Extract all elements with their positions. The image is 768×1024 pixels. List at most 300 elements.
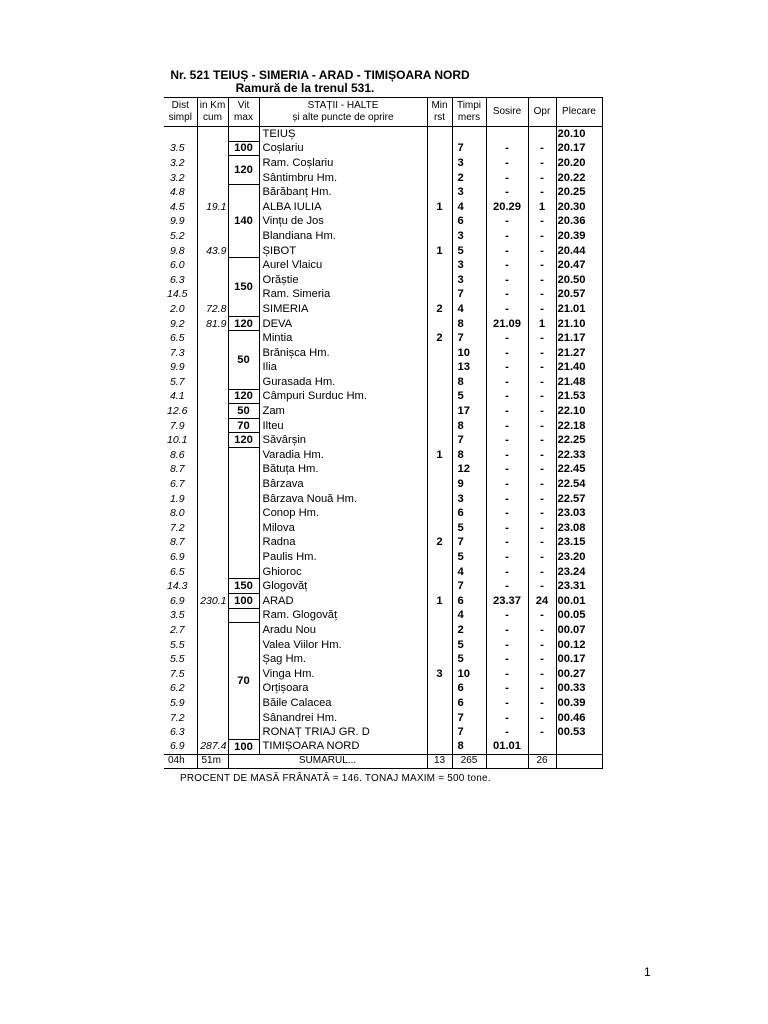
cell-timp: 13 [452, 360, 486, 375]
cell-km [197, 360, 228, 375]
cell-opr: - [528, 287, 556, 302]
table-row [164, 258, 602, 273]
cell-min-rst [427, 258, 452, 273]
table-row [164, 404, 602, 419]
cell-speed: 50 [228, 331, 259, 389]
cell-station: Radna [259, 535, 427, 550]
cell-opr: 1 [528, 316, 556, 331]
cell-min-rst [427, 389, 452, 404]
cell-plecare: 22.10 [556, 404, 602, 419]
cell-plecare: 20.25 [556, 185, 602, 200]
cell-opr: - [528, 608, 556, 623]
cell-station: Bătuța Hm. [259, 462, 427, 477]
cell-min-rst: 1 [427, 199, 452, 214]
cell-min-rst [427, 623, 452, 638]
cell-station: ALBA IULIA [259, 199, 427, 214]
cell-min-rst [427, 229, 452, 244]
cell-km [197, 521, 228, 536]
table-row [164, 608, 602, 623]
cell-dist: 4.1 [164, 389, 197, 404]
cell-sosire: - [486, 725, 528, 740]
cell-timp: 8 [452, 448, 486, 463]
cell-timp: 7 [452, 287, 486, 302]
cell-min-rst [427, 214, 452, 229]
cell-sosire: - [486, 141, 528, 156]
cell-plecare: 22.54 [556, 477, 602, 492]
cell-dist: 7.3 [164, 345, 197, 360]
cell-dist: 8.0 [164, 506, 197, 521]
cell-dist: 5.9 [164, 696, 197, 711]
cell-dist: 7.5 [164, 666, 197, 681]
cell-speed: 120 [228, 316, 259, 331]
cell-sosire: - [486, 506, 528, 521]
cell-timp: 7 [452, 725, 486, 740]
cell-plecare: 20.30 [556, 199, 602, 214]
cell-dist: 7.2 [164, 521, 197, 536]
cell-opr [528, 127, 556, 142]
cell-plecare: 23.15 [556, 535, 602, 550]
cell-sosire: - [486, 272, 528, 287]
header-sosire: Sosire [486, 98, 528, 127]
document-subtitle: Ramură de la trenul 531. [235, 81, 375, 95]
table-row [164, 185, 602, 200]
cell-speed: 100 [228, 594, 259, 609]
cell-timp: 5 [452, 243, 486, 258]
cell-km [197, 477, 228, 492]
cell-dist: 7.2 [164, 710, 197, 725]
cell-opr: - [528, 506, 556, 521]
cell-dist [164, 127, 197, 142]
cell-speed: 150 [228, 579, 259, 594]
cell-opr: - [528, 258, 556, 273]
cell-min-rst [427, 141, 452, 156]
cell-dist: 6.9 [164, 739, 197, 754]
table-row [164, 418, 602, 433]
cell-plecare: 23.08 [556, 521, 602, 536]
cell-plecare [556, 739, 602, 754]
cell-opr: - [528, 462, 556, 477]
cell-km [197, 550, 228, 565]
cell-opr: 1 [528, 199, 556, 214]
cell-km [197, 535, 228, 550]
cell-dist: 12.6 [164, 404, 197, 419]
cell-timp: 7 [452, 141, 486, 156]
total-minutes: 51m [197, 754, 228, 768]
cell-timp: 4 [452, 564, 486, 579]
cell-station: RONAȚ TRIAJ GR. D [259, 725, 427, 740]
cell-timp: 6 [452, 214, 486, 229]
cell-plecare: 20.10 [556, 127, 602, 142]
cell-timp: 5 [452, 389, 486, 404]
cell-timp: 12 [452, 462, 486, 477]
cell-opr: - [528, 579, 556, 594]
cell-sosire: 01.01 [486, 739, 528, 754]
cell-km [197, 156, 228, 171]
cell-dist: 8.7 [164, 535, 197, 550]
cell-min-rst [427, 433, 452, 448]
cell-speed: 100 [228, 141, 259, 156]
cell-dist: 3.5 [164, 141, 197, 156]
cell-speed: 120 [228, 433, 259, 448]
cell-speed: 70 [228, 418, 259, 433]
header-statii: STAȚII - HALTE și alte puncte de oprire [259, 98, 427, 127]
cell-min-rst [427, 156, 452, 171]
total-hours: 04h [164, 754, 197, 768]
cell-km [197, 666, 228, 681]
cell-km [197, 637, 228, 652]
timetable [164, 97, 603, 769]
cell-sosire: - [486, 448, 528, 463]
cell-sosire: - [486, 477, 528, 492]
cell-min-rst [427, 696, 452, 711]
cell-km [197, 710, 228, 725]
cell-sosire: - [486, 185, 528, 200]
cell-opr: - [528, 666, 556, 681]
cell-station: Glogovăț [259, 579, 427, 594]
cell-opr [528, 739, 556, 754]
cell-opr: - [528, 637, 556, 652]
cell-plecare: 23.20 [556, 550, 602, 565]
cell-station: Varadia Hm. [259, 448, 427, 463]
cell-min-rst [427, 739, 452, 754]
cell-timp: 10 [452, 345, 486, 360]
table-row [164, 579, 602, 594]
cell-dist: 4.8 [164, 185, 197, 200]
cell-km [197, 345, 228, 360]
cell-km [197, 462, 228, 477]
cell-station: DEVA [259, 316, 427, 331]
cell-station: Blandiana Hm. [259, 229, 427, 244]
header-km: in Km cum [197, 98, 228, 127]
cell-plecare: 00.17 [556, 652, 602, 667]
cell-km: 72.8 [197, 302, 228, 317]
table-row [164, 316, 602, 331]
cell-plecare: 00.27 [556, 666, 602, 681]
cell-sosire: - [486, 156, 528, 171]
cell-sosire: - [486, 564, 528, 579]
cell-dist: 3.2 [164, 170, 197, 185]
cell-station: Ram. Coșlariu [259, 156, 427, 171]
cell-km [197, 418, 228, 433]
cell-dist: 6.5 [164, 564, 197, 579]
cell-station: Câmpuri Surduc Hm. [259, 389, 427, 404]
cell-sosire: - [486, 652, 528, 667]
total-timpi: 265 [452, 754, 486, 768]
cell-dist: 9.9 [164, 214, 197, 229]
cell-speed [228, 448, 259, 579]
cell-plecare: 20.50 [556, 272, 602, 287]
cell-timp: 8 [452, 316, 486, 331]
cell-km [197, 448, 228, 463]
cell-opr: - [528, 214, 556, 229]
cell-station: SIMERIA [259, 302, 427, 317]
cell-station: Milova [259, 521, 427, 536]
cell-timp: 6 [452, 681, 486, 696]
cell-dist: 9.9 [164, 360, 197, 375]
cell-speed: 100 [228, 739, 259, 754]
cell-plecare: 21.01 [556, 302, 602, 317]
cell-plecare: 21.40 [556, 360, 602, 375]
total-min-rst: 13 [427, 754, 452, 768]
cell-plecare: 00.12 [556, 637, 602, 652]
cell-dist: 6.2 [164, 681, 197, 696]
cell-plecare: 22.25 [556, 433, 602, 448]
timetable-body [164, 127, 602, 755]
cell-km [197, 375, 228, 390]
cell-timp: 2 [452, 623, 486, 638]
table-row [164, 331, 602, 346]
cell-opr: - [528, 272, 556, 287]
cell-opr: - [528, 491, 556, 506]
cell-dist: 8.6 [164, 448, 197, 463]
page-number: 1 [644, 965, 651, 979]
cell-plecare: 00.07 [556, 623, 602, 638]
cell-sosire: - [486, 214, 528, 229]
cell-speed: 150 [228, 258, 259, 316]
cell-plecare: 20.44 [556, 243, 602, 258]
table-row [164, 594, 602, 609]
cell-station: Orăștie [259, 272, 427, 287]
cell-sosire: - [486, 360, 528, 375]
cell-plecare: 00.46 [556, 710, 602, 725]
cell-min-rst [427, 725, 452, 740]
cell-timp: 7 [452, 433, 486, 448]
header-row [164, 98, 602, 127]
cell-plecare: 21.53 [556, 389, 602, 404]
cell-km [197, 506, 228, 521]
cell-opr: - [528, 302, 556, 317]
cell-dist: 14.3 [164, 579, 197, 594]
cell-timp: 6 [452, 506, 486, 521]
cell-speed [228, 127, 259, 142]
cell-sosire: - [486, 243, 528, 258]
cell-plecare: 20.20 [556, 156, 602, 171]
cell-station: Șag Hm. [259, 652, 427, 667]
cell-dist: 5.7 [164, 375, 197, 390]
cell-opr: - [528, 433, 556, 448]
cell-sosire: - [486, 389, 528, 404]
cell-dist: 6.7 [164, 477, 197, 492]
cell-station: Aradu Nou [259, 623, 427, 638]
cell-station: Ram. Simeria [259, 287, 427, 302]
cell-min-rst [427, 360, 452, 375]
cell-dist: 6.5 [164, 331, 197, 346]
cell-km [197, 229, 228, 244]
cell-km [197, 272, 228, 287]
cell-min-rst [427, 506, 452, 521]
cell-station: Valea Viilor Hm. [259, 637, 427, 652]
cell-min-rst [427, 579, 452, 594]
cell-station: Paulis Hm. [259, 550, 427, 565]
cell-dist: 4.5 [164, 199, 197, 214]
cell-dist: 5.2 [164, 229, 197, 244]
cell-opr: - [528, 710, 556, 725]
cell-opr: - [528, 681, 556, 696]
cell-min-rst [427, 345, 452, 360]
cell-opr: 24 [528, 594, 556, 609]
cell-station: Vințu de Jos [259, 214, 427, 229]
cell-km: 230.1 [197, 594, 228, 609]
cell-opr: - [528, 360, 556, 375]
cell-min-rst [427, 185, 452, 200]
cell-station: Bârzava [259, 477, 427, 492]
cell-plecare: 00.05 [556, 608, 602, 623]
cell-opr: - [528, 696, 556, 711]
table-row [164, 448, 602, 463]
cell-sosire: - [486, 535, 528, 550]
cell-min-rst: 2 [427, 331, 452, 346]
cell-speed: 50 [228, 404, 259, 419]
cell-min-rst [427, 710, 452, 725]
cell-min-rst: 1 [427, 448, 452, 463]
cell-min-rst [427, 418, 452, 433]
cell-min-rst [427, 287, 452, 302]
cell-km [197, 652, 228, 667]
cell-km [197, 491, 228, 506]
cell-km [197, 608, 228, 623]
table-row [164, 127, 602, 142]
cell-dist: 6.9 [164, 550, 197, 565]
cell-min-rst: 2 [427, 535, 452, 550]
total-opr: 26 [528, 754, 556, 768]
cell-plecare: 20.57 [556, 287, 602, 302]
cell-opr: - [528, 550, 556, 565]
cell-dist: 9.8 [164, 243, 197, 258]
cell-km: 287.4 [197, 739, 228, 754]
cell-station: Ilia [259, 360, 427, 375]
cell-timp: 3 [452, 272, 486, 287]
cell-dist: 5.5 [164, 637, 197, 652]
cell-timp: 3 [452, 491, 486, 506]
cell-opr: - [528, 156, 556, 171]
cell-plecare: 21.48 [556, 375, 602, 390]
cell-sosire: - [486, 345, 528, 360]
cell-km [197, 389, 228, 404]
cell-min-rst: 1 [427, 243, 452, 258]
cell-opr: - [528, 170, 556, 185]
cell-station: Orțișoara [259, 681, 427, 696]
cell-dist: 6.9 [164, 594, 197, 609]
cell-opr: - [528, 477, 556, 492]
cell-opr: - [528, 564, 556, 579]
cell-plecare: 20.47 [556, 258, 602, 273]
cell-speed: 70 [228, 623, 259, 740]
table-row [164, 389, 602, 404]
cell-station: Bârzava Nouă Hm. [259, 491, 427, 506]
cell-opr: - [528, 652, 556, 667]
cell-station: Săvârșin [259, 433, 427, 448]
cell-opr: - [528, 448, 556, 463]
cell-plecare: 20.39 [556, 229, 602, 244]
cell-sosire: 21.09 [486, 316, 528, 331]
cell-station: Conop Hm. [259, 506, 427, 521]
cell-station: Ram. Glogovăț [259, 608, 427, 623]
cell-km: 19.1 [197, 199, 228, 214]
cell-min-rst [427, 375, 452, 390]
cell-min-rst [427, 521, 452, 536]
cell-opr: - [528, 375, 556, 390]
cell-dist: 10.1 [164, 433, 197, 448]
cell-timp [452, 127, 486, 142]
cell-speed [228, 608, 259, 623]
cell-sosire: - [486, 550, 528, 565]
summary-row [164, 754, 602, 768]
cell-station: TIMIȘOARA NORD [259, 739, 427, 754]
cell-min-rst [427, 564, 452, 579]
cell-min-rst [427, 316, 452, 331]
cell-timp: 4 [452, 302, 486, 317]
cell-sosire: - [486, 681, 528, 696]
cell-sosire: - [486, 521, 528, 536]
cell-sosire: - [486, 229, 528, 244]
total-plecare [556, 754, 602, 768]
cell-dist: 2.0 [164, 302, 197, 317]
cell-km [197, 287, 228, 302]
title-line-1: Nr. 521 TEIUȘ - SIMERIA - ARAD - TIMIȘOARA NORD [170, 68, 470, 82]
cell-timp: 3 [452, 185, 486, 200]
cell-dist: 3.5 [164, 608, 197, 623]
cell-timp: 17 [452, 404, 486, 419]
cell-timp: 7 [452, 535, 486, 550]
cell-sosire: 20.29 [486, 199, 528, 214]
cell-min-rst [427, 127, 452, 142]
cell-timp: 8 [452, 418, 486, 433]
cell-timp: 4 [452, 608, 486, 623]
cell-timp: 5 [452, 637, 486, 652]
cell-station: Sânandrei Hm. [259, 710, 427, 725]
cell-sosire: - [486, 404, 528, 419]
cell-min-rst [427, 608, 452, 623]
cell-dist: 2.7 [164, 623, 197, 638]
cell-sosire [486, 127, 528, 142]
cell-plecare: 22.45 [556, 462, 602, 477]
cell-sosire: - [486, 287, 528, 302]
table-row [164, 739, 602, 754]
cell-opr: - [528, 243, 556, 258]
cell-sosire: - [486, 302, 528, 317]
cell-timp: 4 [452, 199, 486, 214]
cell-sosire: - [486, 608, 528, 623]
cell-km [197, 258, 228, 273]
cell-dist: 6.3 [164, 725, 197, 740]
braking-note: PROCENT DE MASĂ FRÂNATĂ = 146. TONAJ MAXIM = 500 tone. [180, 773, 491, 784]
summary-label: SUMARUL... [228, 754, 427, 768]
cell-opr: - [528, 623, 556, 638]
cell-timp: 9 [452, 477, 486, 492]
cell-sosire: - [486, 170, 528, 185]
cell-min-rst: 3 [427, 666, 452, 681]
cell-station: Brănișca Hm. [259, 345, 427, 360]
cell-sosire: 23.37 [486, 594, 528, 609]
cell-opr: - [528, 345, 556, 360]
cell-min-rst: 2 [427, 302, 452, 317]
cell-opr: - [528, 331, 556, 346]
cell-station: Mintia [259, 331, 427, 346]
cell-km [197, 433, 228, 448]
cell-sosire: - [486, 258, 528, 273]
cell-km [197, 331, 228, 346]
cell-speed: 140 [228, 185, 259, 258]
cell-km [197, 214, 228, 229]
cell-station: Bărăbanț Hm. [259, 185, 427, 200]
table-row [164, 141, 602, 156]
cell-opr: - [528, 389, 556, 404]
cell-km [197, 681, 228, 696]
cell-km [197, 141, 228, 156]
cell-km [197, 725, 228, 740]
table-row [164, 433, 602, 448]
cell-km [197, 185, 228, 200]
